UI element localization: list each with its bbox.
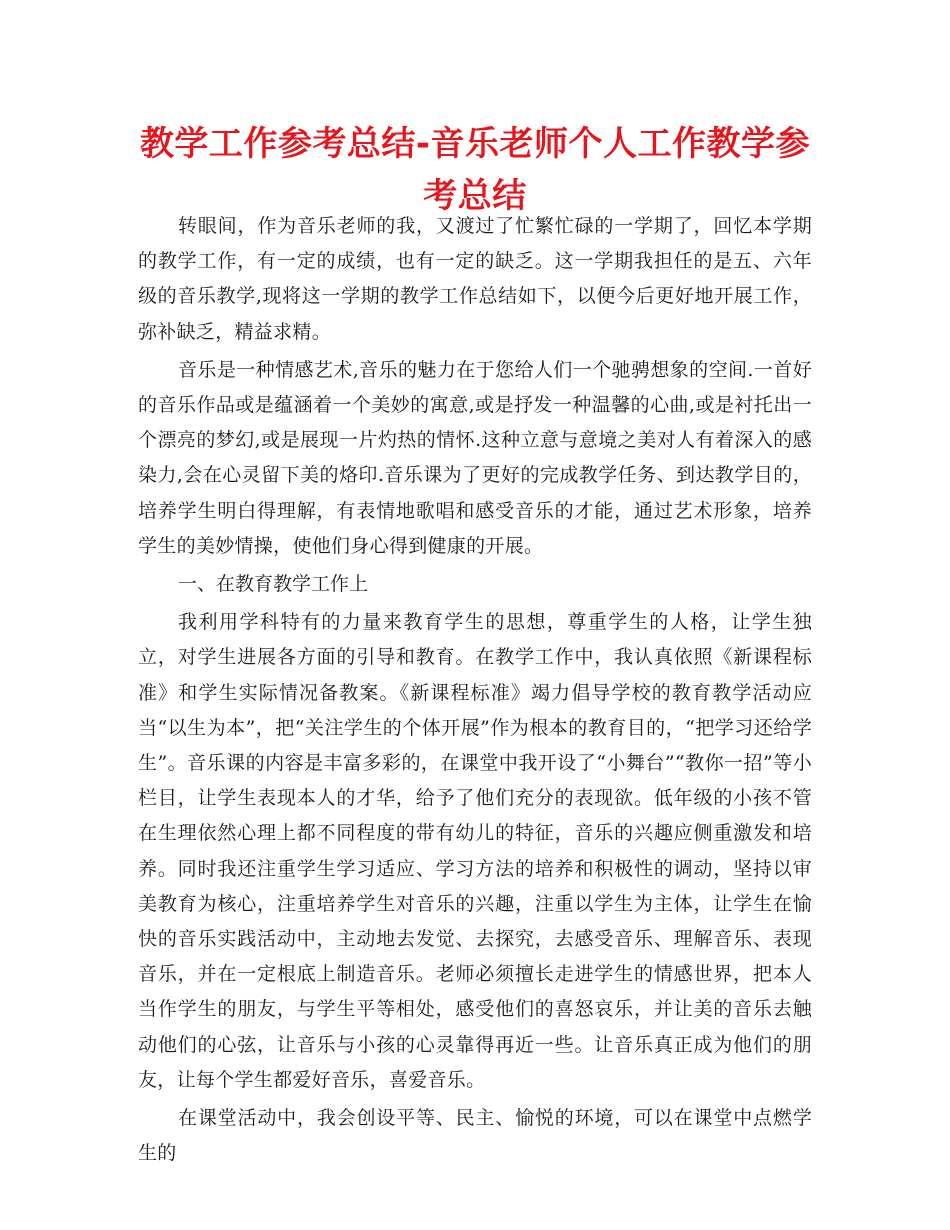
paragraph-music-art: 音乐是一种情感艺术,音乐的魅力在于您给人们一个驰骋想象的空间.一首好的音乐作品或是蕴涵着一个美妙的寓意,或是抒发一种温馨的心曲,或是衬托出一个漂亮的梦幻,或是展现一片灼热的情怀.这种立意与意境之美对人有着深入的感染力,会在心灵留下美的烙印.音乐课为了更好的完成教学任务、到达教学目的，培养学生明白得理解，有表情地歌唱和感受音乐的才能，通过艺术形象，培养学生的美妙情操，使他们身心得到健康的开展。 bbox=[138, 358, 812, 557]
document-body bbox=[138, 209, 812, 1174]
paragraph-teaching-work: 我利用学科特有的力量来教育学生的思想，尊重学生的人格，让学生独立，对学生进展各方面的引导和教育。在教学工作中，我认真依照《新课程标准》和学生实际情况备教案。《新课程标准》竭力倡导学校的教育教学活动应当“以生为本”，把“关注学生的个体开展”作为根本的教育目的，“把学习还给学生”。音乐课的内容是丰富多彩的，在课堂中我开设了“小舞台”“教你一招”等小栏目，让学生表现本人的才华，给予了他们充分的表现欲。低年级的小孩不管在生理依然心理上都不同程度的带有幼儿的特征，音乐的兴趣应侧重激发和培养。同时我还注重学生学习适应、学习方法的培养和积极性的调动，坚持以审美教育为核心，注重培养学生对音乐的兴趣，注重以学生为主体，让学生在愉快的音乐实践活动中，主动地去发觉、去探究，去感受音乐、理解音乐、表现音乐，并在一定根底上制造音乐。老师必须擅长走进学生的情感世界，把本人当作学生的朋友，与学生平等相处，感受他们的喜怒哀乐，并让美的音乐去触动他们的心弦，让音乐与小孩的心灵靠得再近一些。让音乐真正成为他们的朋友，让每个学生都爱好音乐，喜爱音乐。 bbox=[138, 611, 812, 1091]
section-heading: 一、在教育教学工作上 bbox=[178, 573, 369, 596]
paragraph-classroom-activity: 在课堂活动中，我会创设平等、民主、愉悦的环境，可以在课堂中点燃学生的 bbox=[138, 1107, 812, 1165]
paragraph-intro: 转眼间，作为音乐老师的我，又渡过了忙繁忙碌的一学期了，回忆本学期的教学工作，有一定的成绩，也有一定的缺乏。这一学期我担任的是五、六年级的音乐教学,现将这一学期的教学工作总结如下，以便今后更好地开展工作，弥补缺乏，精益求精。 bbox=[138, 215, 812, 343]
document-title: 教学工作参考总结-音乐老师个人工作教学参考总结 bbox=[139, 124, 811, 216]
